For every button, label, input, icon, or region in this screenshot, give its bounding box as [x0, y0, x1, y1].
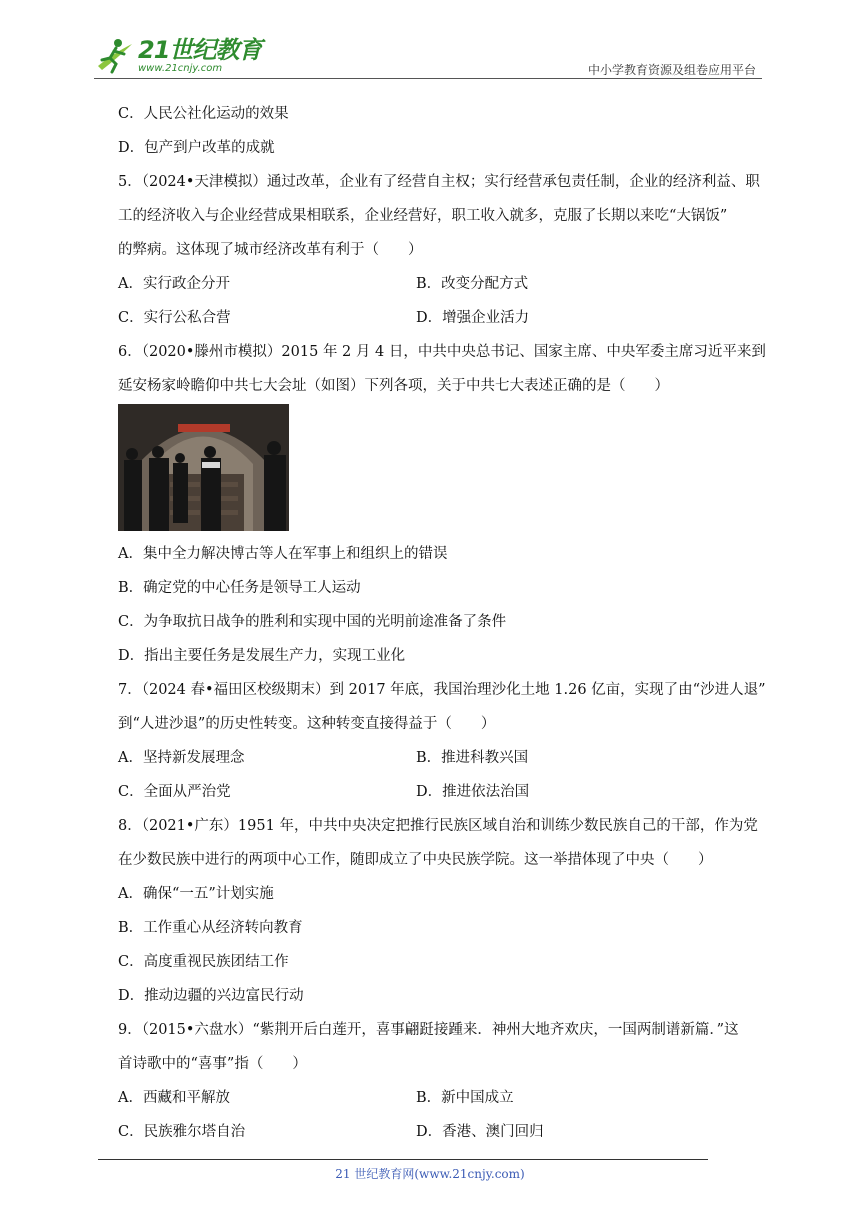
page-header	[94, 28, 762, 80]
q5-stem-line-2: 工的经济收入与企业经营成果相联系，企业经营好，职工收入就多，克服了长期以来吃“大锅饭”	[118, 208, 728, 224]
platform-name: 中小学教育资源及组卷应用平台	[587, 63, 756, 77]
q6-option-d: D．指出主要任务是发展生产力，实现工业化	[118, 648, 406, 664]
q9-stem-line-2: 首诗歌中的“喜事”指（ ）	[118, 1056, 307, 1072]
q8-option-c: C．高度重视民族团结工作	[118, 954, 289, 970]
runner-logo-icon	[94, 36, 136, 76]
q8-option-b: B．工作重心从经济转向教育	[118, 920, 303, 936]
q6-option-c: C．为争取抗日战争的胜利和实现中国的光明前途准备了条件	[118, 614, 507, 630]
q8-option-a: A．确保“一五”计划实施	[118, 886, 274, 902]
footer-link[interactable]: 21 世纪教育网(www.21cnjy.com)	[335, 1167, 525, 1181]
q6-option-a: A．集中全力解决博古等人在军事上和组织上的错误	[118, 546, 448, 562]
q5-stem-line-1: 5．（2024•天津模拟）通过改革，企业有了经营自主权；实行经营承包责任制，企业的经济利益、职	[118, 174, 760, 190]
q5-option-b: B．改变分配方式	[416, 276, 529, 292]
q8-stem-line-1: 8．（2021•广东）1951 年，中共中央决定把推行民族区域自治和训练少数民族自己的干部，作为党	[118, 818, 758, 834]
q9-option-b: B．新中国成立	[416, 1090, 514, 1106]
q4-option-c: C．人民公社化运动的效果	[118, 106, 289, 122]
q7-option-a: A．坚持新发展理念	[118, 750, 245, 766]
q8-stem-line-2: 在少数民族中进行的两项中心工作，随即成立了中央民族学院。这一举措体现了中央（ ）	[118, 852, 713, 868]
logo-title: 21世纪教育	[138, 36, 262, 64]
q7-stem-line-1: 7．（2024 春•福田区校级期末）到 2017 年底，我国治理沙化土地 1.26 亿亩，实现了由“沙进人退”	[118, 682, 766, 698]
q7-option-b: B．推进科教兴国	[416, 750, 529, 766]
header-divider	[94, 78, 762, 79]
logo-url: www.21cnjy.com	[138, 63, 223, 74]
site-logo[interactable]	[94, 36, 261, 76]
q9-option-d: D．香港、澳门回归	[416, 1124, 544, 1140]
q6-photo	[118, 404, 289, 531]
q9-option-c: C．民族雅尔塔自治	[118, 1124, 246, 1140]
q5-option-c: C．实行公私合营	[118, 310, 231, 326]
q4-option-d: D．包产到户改革的成就	[118, 140, 275, 156]
q6-stem-line-1: 6．（2020•滕州市模拟）2015 年 2 月 4 日，中共中央总书记、国家主席、中央军委主席习近平来到	[118, 344, 766, 360]
q6-stem-line-2: 延安杨家岭瞻仰中共七大会址（如图）下列各项，关于中共七大表述正确的是（ ）	[118, 378, 669, 394]
q9-option-a: A．西藏和平解放	[118, 1090, 230, 1106]
q5-option-d: D．增强企业活力	[416, 310, 530, 326]
q7-option-d: D．推进依法治国	[416, 784, 530, 800]
q5-option-a: A．实行政企分开	[118, 276, 230, 292]
q6-option-b: B．确定党的中心任务是领导工人运动	[118, 580, 361, 596]
footer-divider	[98, 1159, 708, 1160]
q5-stem-line-3: 的弊病。这体现了城市经济改革有利于（ ）	[118, 242, 423, 258]
q7-option-c: C．全面从严治党	[118, 784, 231, 800]
q8-option-d: D．推动边疆的兴边富民行动	[118, 988, 304, 1004]
meeting-hall-photo	[118, 404, 289, 531]
q9-stem-line-1: 9．（2015•六盘水）“紫荆开后白莲开，喜事翩跹接踵来．神州大地齐欢庆，一国两制谱新篇．”这	[118, 1022, 739, 1038]
q7-stem-line-2: 到“人进沙退”的历史性转变。这种转变直接得益于（ ）	[118, 716, 496, 732]
